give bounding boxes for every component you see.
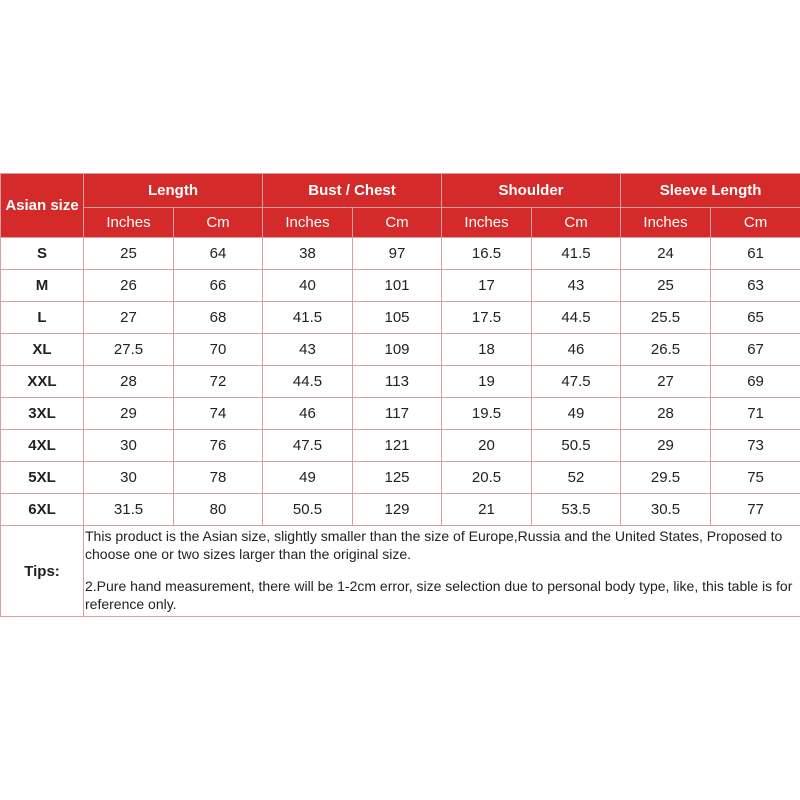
measurement-cell: 44.5 bbox=[263, 366, 353, 398]
measurement-cell: 80 bbox=[174, 494, 263, 526]
measurement-cell: 105 bbox=[353, 302, 442, 334]
measurement-cell: 72 bbox=[174, 366, 263, 398]
bust-cm-header: Cm bbox=[353, 208, 442, 238]
measurement-cell: 97 bbox=[353, 238, 442, 270]
size-rows bbox=[1, 238, 800, 526]
measurement-cell: 49 bbox=[532, 398, 621, 430]
size-label: 4XL bbox=[1, 430, 84, 462]
sleeve-inches-header: Inches bbox=[621, 208, 711, 238]
measurement-cell: 67 bbox=[711, 334, 800, 366]
table-row bbox=[1, 366, 800, 398]
size-label: S bbox=[1, 238, 84, 270]
measurement-cell: 65 bbox=[711, 302, 800, 334]
measurement-cell: 29 bbox=[84, 398, 174, 430]
header-row-groups bbox=[1, 174, 800, 208]
table-row bbox=[1, 270, 800, 302]
measurement-cell: 41.5 bbox=[532, 238, 621, 270]
measurement-cell: 69 bbox=[711, 366, 800, 398]
measurement-cell: 121 bbox=[353, 430, 442, 462]
size-label: L bbox=[1, 302, 84, 334]
measurement-cell: 113 bbox=[353, 366, 442, 398]
measurement-cell: 28 bbox=[621, 398, 711, 430]
measurement-cell: 16.5 bbox=[442, 238, 532, 270]
measurement-cell: 49 bbox=[263, 462, 353, 494]
measurement-cell: 68 bbox=[174, 302, 263, 334]
measurement-cell: 50.5 bbox=[532, 430, 621, 462]
bust-chest-header: Bust / Chest bbox=[263, 174, 442, 208]
size-label: 6XL bbox=[1, 494, 84, 526]
header-row-units bbox=[1, 208, 800, 238]
table-row bbox=[1, 302, 800, 334]
measurement-cell: 20 bbox=[442, 430, 532, 462]
length-header: Length bbox=[84, 174, 263, 208]
sleeve-length-header: Sleeve Length bbox=[621, 174, 800, 208]
measurement-cell: 21 bbox=[442, 494, 532, 526]
table-row bbox=[1, 398, 800, 430]
shoulder-cm-header: Cm bbox=[532, 208, 621, 238]
measurement-cell: 27.5 bbox=[84, 334, 174, 366]
measurement-cell: 24 bbox=[621, 238, 711, 270]
measurement-cell: 46 bbox=[532, 334, 621, 366]
measurement-cell: 43 bbox=[532, 270, 621, 302]
measurement-cell: 50.5 bbox=[263, 494, 353, 526]
table-row bbox=[1, 430, 800, 462]
measurement-cell: 70 bbox=[174, 334, 263, 366]
measurement-cell: 26 bbox=[84, 270, 174, 302]
measurement-cell: 30 bbox=[84, 462, 174, 494]
measurement-cell: 29 bbox=[621, 430, 711, 462]
asian-size-header: Asian size bbox=[1, 174, 84, 238]
measurement-cell: 77 bbox=[711, 494, 800, 526]
measurement-cell: 71 bbox=[711, 398, 800, 430]
size-chart-table bbox=[0, 173, 800, 617]
tips-line-2: 2.Pure hand measurement, there will be 1-2cm error, size selection due to personal body type, like, this table is for reference only. bbox=[85, 578, 793, 612]
measurement-cell: 26.5 bbox=[621, 334, 711, 366]
measurement-cell: 17.5 bbox=[442, 302, 532, 334]
sleeve-cm-header: Cm bbox=[711, 208, 800, 238]
measurement-cell: 17 bbox=[442, 270, 532, 302]
size-label: XXL bbox=[1, 366, 84, 398]
measurement-cell: 117 bbox=[353, 398, 442, 430]
measurement-cell: 66 bbox=[174, 270, 263, 302]
measurement-cell: 30.5 bbox=[621, 494, 711, 526]
bust-inches-header: Inches bbox=[263, 208, 353, 238]
measurement-cell: 78 bbox=[174, 462, 263, 494]
measurement-cell: 25 bbox=[84, 238, 174, 270]
measurement-cell: 75 bbox=[711, 462, 800, 494]
table-row bbox=[1, 494, 800, 526]
measurement-cell: 44.5 bbox=[532, 302, 621, 334]
measurement-cell: 76 bbox=[174, 430, 263, 462]
measurement-cell: 52 bbox=[532, 462, 621, 494]
tips-label: Tips: bbox=[1, 526, 84, 617]
table-row bbox=[1, 238, 800, 270]
measurement-cell: 28 bbox=[84, 366, 174, 398]
tips-section bbox=[1, 526, 800, 617]
measurement-cell: 38 bbox=[263, 238, 353, 270]
measurement-cell: 27 bbox=[621, 366, 711, 398]
size-label: XL bbox=[1, 334, 84, 366]
measurement-cell: 47.5 bbox=[532, 366, 621, 398]
tips-row bbox=[1, 526, 800, 617]
measurement-cell: 25.5 bbox=[621, 302, 711, 334]
measurement-cell: 20.5 bbox=[442, 462, 532, 494]
table-row bbox=[1, 462, 800, 494]
length-cm-header: Cm bbox=[174, 208, 263, 238]
measurement-cell: 41.5 bbox=[263, 302, 353, 334]
measurement-cell: 25 bbox=[621, 270, 711, 302]
size-label: M bbox=[1, 270, 84, 302]
tips-line-1: This product is the Asian size, slightly smaller than the size of Europe,Russia and the United States, Proposed to choose one or two sizes larger than the original size. bbox=[85, 528, 783, 562]
measurement-cell: 109 bbox=[353, 334, 442, 366]
measurement-cell: 129 bbox=[353, 494, 442, 526]
measurement-cell: 63 bbox=[711, 270, 800, 302]
length-inches-header: Inches bbox=[84, 208, 174, 238]
measurement-cell: 31.5 bbox=[84, 494, 174, 526]
measurement-cell: 19 bbox=[442, 366, 532, 398]
measurement-cell: 29.5 bbox=[621, 462, 711, 494]
measurement-cell: 61 bbox=[711, 238, 800, 270]
measurement-cell: 73 bbox=[711, 430, 800, 462]
table-row bbox=[1, 334, 800, 366]
measurement-cell: 43 bbox=[263, 334, 353, 366]
measurement-cell: 47.5 bbox=[263, 430, 353, 462]
size-label: 5XL bbox=[1, 462, 84, 494]
shoulder-inches-header: Inches bbox=[442, 208, 532, 238]
shoulder-header: Shoulder bbox=[442, 174, 621, 208]
measurement-cell: 46 bbox=[263, 398, 353, 430]
measurement-cell: 18 bbox=[442, 334, 532, 366]
measurement-cell: 53.5 bbox=[532, 494, 621, 526]
measurement-cell: 30 bbox=[84, 430, 174, 462]
measurement-cell: 101 bbox=[353, 270, 442, 302]
measurement-cell: 40 bbox=[263, 270, 353, 302]
measurement-cell: 64 bbox=[174, 238, 263, 270]
tips-text bbox=[84, 526, 800, 617]
measurement-cell: 74 bbox=[174, 398, 263, 430]
measurement-cell: 125 bbox=[353, 462, 442, 494]
measurement-cell: 19.5 bbox=[442, 398, 532, 430]
size-label: 3XL bbox=[1, 398, 84, 430]
measurement-cell: 27 bbox=[84, 302, 174, 334]
